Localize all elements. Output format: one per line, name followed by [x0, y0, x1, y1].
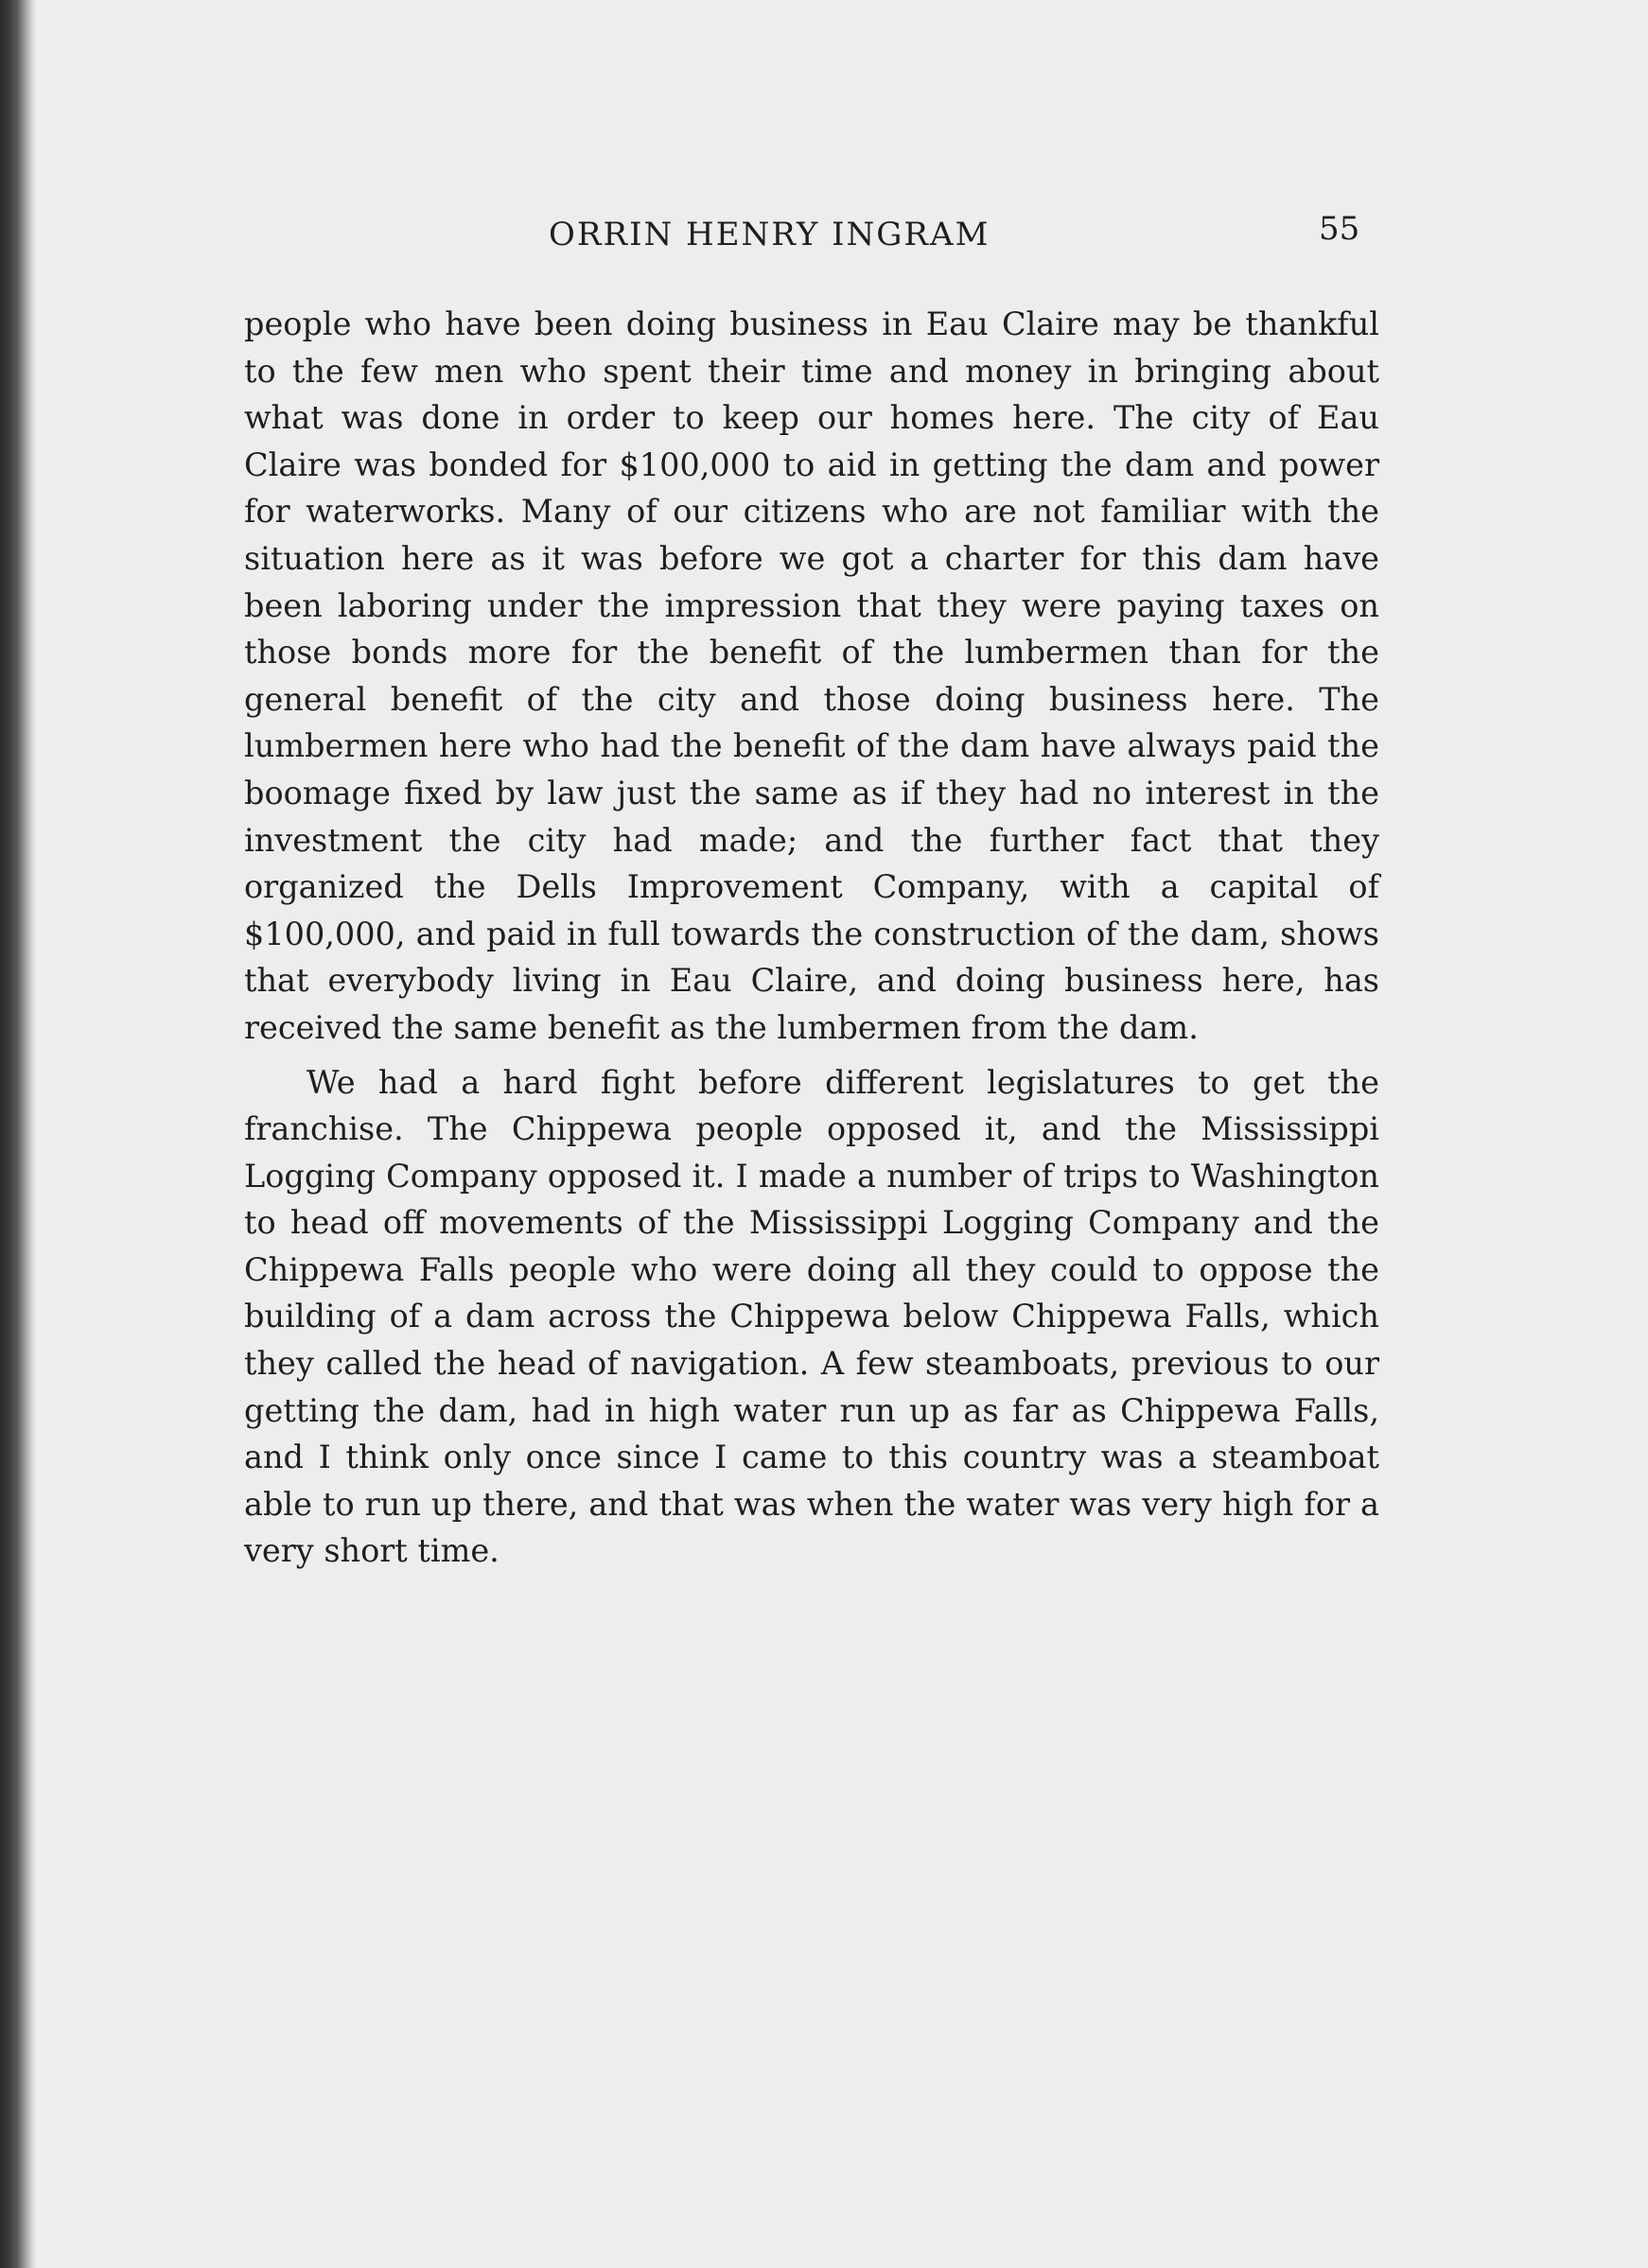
paragraph-1: people who have been doing business in Eau Claire may be thankful to the few men who spent their time and money in bringing about what was done in order to keep our homes here. The city of Eau Claire was bonded for $100,000 to aid in getting the dam and power for waterworks. Many of our citizens who are not familiar with the situation here as it was before we got a charter for this dam have been laboring under the impression that they were paying taxes on those bonds more for the benefit of the lumbermen than for the general benefit of the city and those doing business here. The lumbermen here who had the benefit of the dam have always paid the boomage fixed by law just the same as if they had no interest in the investment the city had made; and the further fact that they organized the Dells Improvement Company, with a capital of $100,000, and paid in full towards the construction of the dam, shows that everybody living in Eau Claire, and doing business here, has received the same benefit as the lumbermen from the dam.: [244, 305, 1379, 1046]
page-number: 55: [1319, 210, 1360, 248]
paragraph-2: We had a hard fight before different legislatures to get the franchise. The Chippewa people opposed it, and the Mississippi Logging Company opposed it. I made a number of trips to Washington to head off movements of the Mississippi Logging Company and the Chippewa Falls people who were doing all they could to oppose the building of a dam across the Chippewa below Chippewa Falls, which they called the head of navigation. A few steamboats, previous to our getting the dam, had in high water run up as far as Chippewa Falls, and I think only once since I came to this country was a steamboat able to run up there, and that was when the water was very high for a very short time.: [244, 1063, 1379, 1570]
running-title: ORRIN HENRY INGRAM: [549, 216, 991, 253]
body-text: [244, 301, 1379, 1575]
book-binding-edge: [0, 0, 36, 2268]
